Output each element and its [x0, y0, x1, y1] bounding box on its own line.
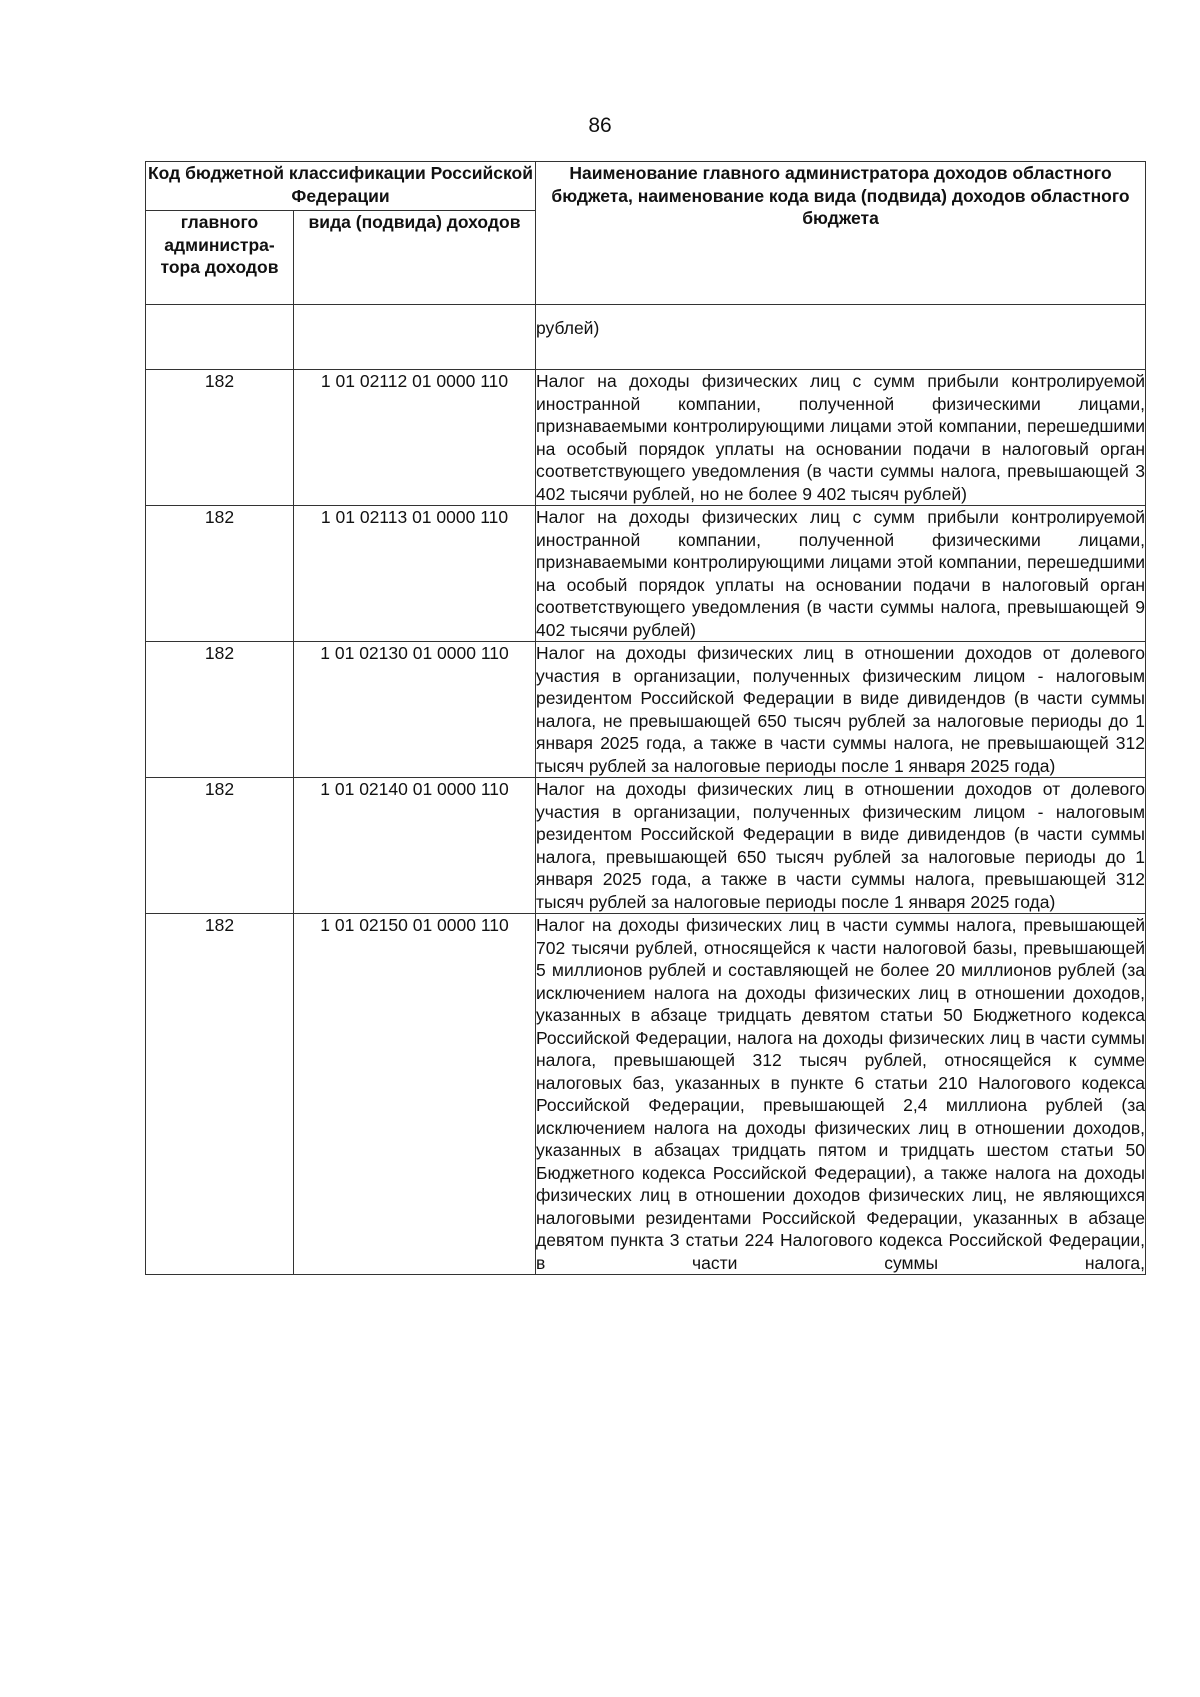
- table-row: [146, 778, 1146, 914]
- income-name-cell: Налог на доходы физических лиц в части суммы налога, превышающей 702 тысячи рублей, относящейся к части налоговой базы, превышающей 5 миллионов рублей и составляющей не более 20 миллионов рублей (за исключением налога на доходы физических лиц в отношении доходов, указанных в абзаце тридцать девятом статьи 50 Бюджетного кодекса Российской Федерации, налога на доходы физических лиц в части суммы налога, превышающей 312 тысяч рублей, относящейся к сумме налоговых баз, указанных в пункте 6 статьи 210 Налогового кодекса Российской Федерации, превышающей 2,4 миллиона рублей (за исключением налога на доходы физических лиц в отношении доходов, указанных в абзацах тридцать пятом и тридцать шестом статьи 50 Бюджетного кодекса Российской Федерации), а также налога на доходы физических лиц в отношении доходов физических лиц, не являющихся налоговыми резидентами Российской Федерации, указанных в абзаце девятом пункта 3 статьи 224 Налогового кодекса Российской Федерации, в части суммы налога,: [536, 915, 1146, 1273]
- admin-code-cell: 182: [146, 642, 294, 778]
- admin-code-cell: 182: [146, 506, 294, 642]
- income-name-cell: Налог на доходы физических лиц в отношении доходов от долевого участия в организации, полученных физическим лицом - налоговым резидентом Российской Федерации в виде дивидендов (в части суммы налога, превышающей 650 тысяч рублей за налоговые периоды до 1 января 2025 года, а также в части суммы налога, превышающей 312 тысяч рублей за налоговые периоды после 1 января 2025 года): [536, 779, 1146, 912]
- income-code-cell: 1 01 02140 01 0000 110: [294, 778, 536, 914]
- admin-code-cell: 182: [146, 778, 294, 914]
- table-header-row: [146, 162, 1146, 211]
- budget-classification-table: [145, 161, 1146, 1275]
- header-admin-code: главного администра-тора доходов: [146, 211, 294, 305]
- income-code-cell: 1 01 02112 01 0000 110: [294, 370, 536, 506]
- income-name-cell: Налог на доходы физических лиц с сумм прибыли контролируемой иностранной компании, полученной физическими лицами, признаваемыми контролирующими лицами этой компании, перешедшими на особый порядок уплаты на основании подачи в налоговый орган соответствующего уведомления (в части суммы налога, превышающей 9 402 тысячи рублей): [536, 507, 1146, 640]
- header-name: Наименование главного администратора доходов областного бюджета, наименование кода вида (подвида) доходов областного бюджета: [536, 162, 1146, 305]
- admin-code-cell: [146, 305, 294, 370]
- table-row: [146, 506, 1146, 642]
- income-name-cell: Налог на доходы физических лиц с сумм прибыли контролируемой иностранной компании, полученной физическими лицами, признаваемыми контролирующими лицами этой компании, перешедшими на особый порядок уплаты на основании подачи в налоговый орган соответствующего уведомления (в части суммы налога, превышающей 3 402 тысячи рублей, но не более 9 402 тысяч рублей): [536, 371, 1146, 504]
- header-income-type-code: вида (подвида) доходов: [294, 211, 536, 305]
- income-code-cell: 1 01 02113 01 0000 110: [294, 506, 536, 642]
- income-code-cell: 1 01 02130 01 0000 110: [294, 642, 536, 778]
- table-row: [146, 642, 1146, 778]
- admin-code-cell: 182: [146, 370, 294, 506]
- table-row: [146, 370, 1146, 506]
- page-number: 86: [588, 114, 612, 137]
- income-code-cell: [294, 305, 536, 370]
- income-name-cell: рублей): [536, 305, 1146, 370]
- table-row: [146, 914, 1146, 1275]
- admin-code-cell: 182: [146, 914, 294, 1275]
- income-name-cell: Налог на доходы физических лиц в отношении доходов от долевого участия в организации, полученных физическим лицом - налоговым резидентом Российской Федерации в виде дивидендов (в части суммы налога, не превышающей 650 тысяч рублей за налоговые периоды до 1 января 2025 года, а также в части суммы налога, не превышающей 312 тысяч рублей за налоговые периоды после 1 января 2025 года): [536, 643, 1146, 776]
- table-row: [146, 305, 1146, 370]
- income-code-cell: 1 01 02150 01 0000 110: [294, 914, 536, 1275]
- header-classification-code: Код бюджетной классификации Российской Федерации: [146, 162, 536, 211]
